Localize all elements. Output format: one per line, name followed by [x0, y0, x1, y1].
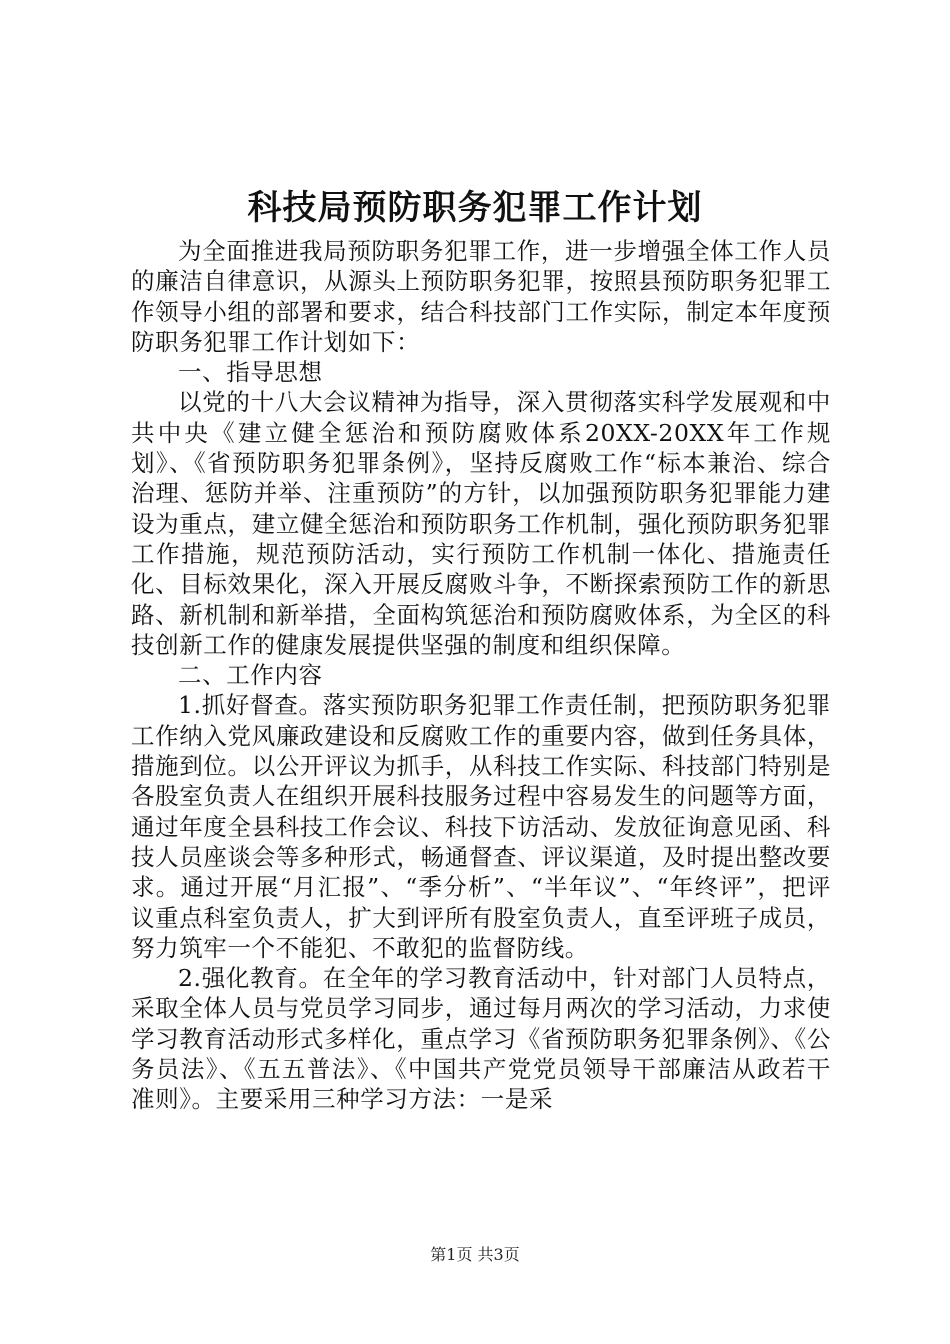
- intro-paragraph: 为全面推进我局预防职务犯罪工作，进一步增强全体工作人员的廉洁自律意识，从源头上预防职务犯罪，按照县预防职务犯罪工作领导小组的部署和要求，结合科技部门工作实际，制定本年度预防职务犯罪工作计划如下：: [131, 237, 831, 356]
- work-item-supervision: 1.抓好督查。落实预防职务犯罪工作责任制，把预防职务犯罪工作纳入党风廉政建设和反腐败工作的重要内容，做到任务具体，措施到位。以公开评议为抓手，从科技工作实际、科技部门特别是各股室负责人在组织开展科技服务过程中容易发生的问题等方面，通过年度全县科技工作会议、科技下访活动、发放征询意见函、科技人员座谈会等多种形式，畅通督查、评议渠道，及时提出整改要求。通过开展“月汇报”、“季分析”、“半年议”、“年终评”，把评议重点科室负责人，扩大到评所有股室负责人，直至评班子成员，努力筑牢一个不能犯、不敢犯的监督防线。: [131, 691, 831, 962]
- section-heading-work-content: 二、工作内容: [178, 661, 323, 690]
- document-body: [131, 236, 831, 1115]
- page-number-footer: 第1页 共3页: [430, 1245, 520, 1264]
- section-heading-guiding-thought: 一、指导思想: [178, 358, 323, 387]
- guiding-thought-paragraph: 以党的十八大会议精神为指导，深入贯彻落实科学发展观和中共中央《建立健全惩治和预防腐败体系20XX-20XX年工作规划》、《省预防职务犯罪条例》，坚持反腐败工作“标本兼治、综合治理、惩防并举、注重预防”的方针，以加强预防职务犯罪能力建设为重点，建立健全惩治和预防职务工作机制，强化预防职务犯罪工作措施，规范预防活动，实行预防工作机制一体化、措施责任化、目标效果化，深入开展反腐败斗争，不断探索预防工作的新思路、新机制和新举措，全面构筑惩治和预防腐败体系，为全区的科技创新工作的健康发展提供坚强的制度和组织保障。: [131, 388, 831, 659]
- work-item-education: 2.强化教育。在全年的学习教育活动中，针对部门人员特点，采取全体人员与党员学习同步，通过每月两次的学习活动，力求使学习教育活动形式多样化，重点学习《省预防职务犯罪条例》、《公务员法》、《五五普法》、《中国共产党党员领导干部廉洁从政若干准则》。主要采用三种学习方法：一是采: [131, 964, 831, 1114]
- document-title: 科技局预防职务犯罪工作计划: [247, 188, 703, 228]
